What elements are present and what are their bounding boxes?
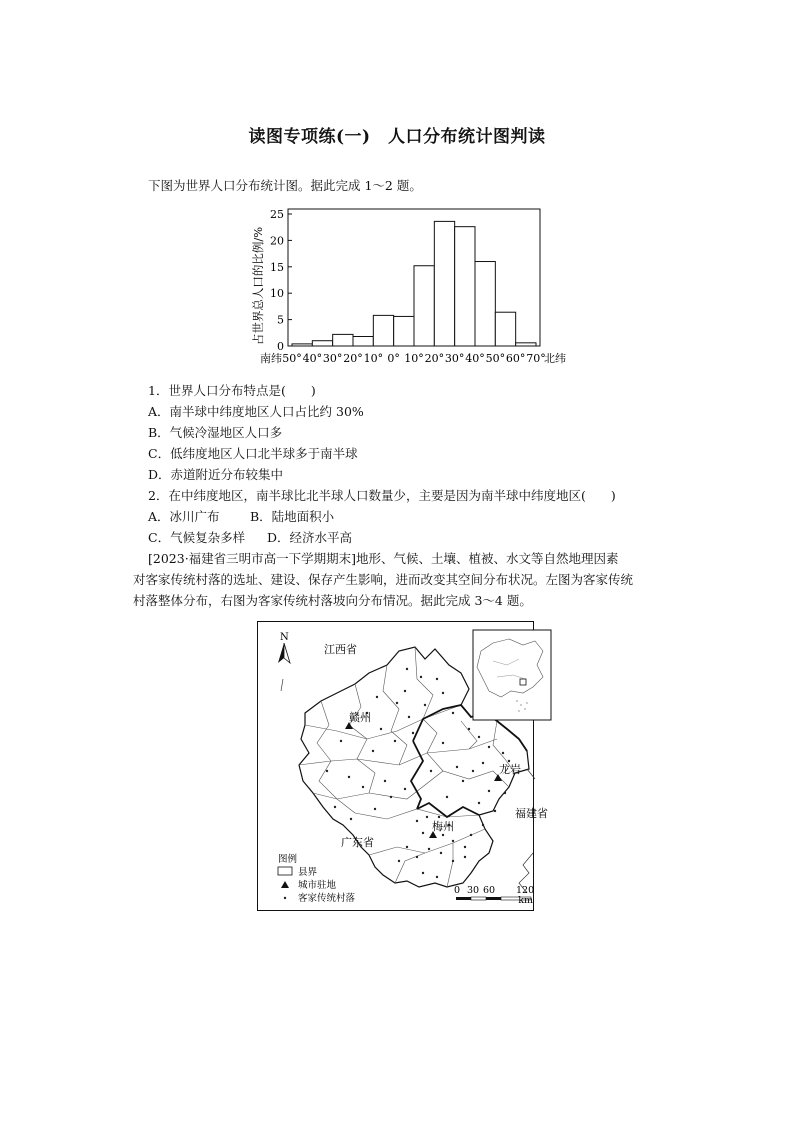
village-dot [406, 668, 408, 670]
chart-bar [292, 344, 312, 346]
chart-y-tick-label: 5 [277, 313, 284, 327]
chart-x-tick-label: 40° [302, 352, 323, 365]
village-dot [428, 848, 430, 850]
village-dot [464, 856, 466, 858]
village-dot [394, 740, 396, 742]
chart-x-tick-label: 10° [404, 352, 424, 365]
village-dot [420, 676, 422, 678]
chart-bar [373, 315, 393, 346]
chart-bar [414, 266, 434, 346]
village-dot [422, 872, 424, 874]
intro-text-2-line-1: [2023·福建省三明市高一下学期期末]地形、气候、土壤、植被、水文等自然地理因素 [148, 551, 619, 566]
village-dot [436, 876, 438, 878]
village-dot [456, 766, 458, 768]
question-1-option-c: C．低纬度地区人口北半球多于南半球 [148, 446, 358, 461]
village-dot [468, 728, 470, 730]
question-2-option-a: A．冰川广布 [148, 509, 220, 524]
chart-x-tick-label: 50° [282, 352, 302, 365]
city-label-longyan: 龙岩 [499, 763, 521, 776]
province-label-jiangxi: 江西省 [324, 643, 357, 656]
village-dot [348, 776, 350, 778]
intro-text-2-line-2: 对客家传统村落的选址、建设、保存产生影响，进而改变其空间分布状况。左图为客家传统 [133, 572, 634, 587]
chart-x-axis [282, 352, 546, 365]
intro-text-2-line-3: 村落整体分布，右图为客家传统村落坡向分布情况。据此完成 3～4 题。 [133, 593, 532, 608]
legend-title: 图例 [278, 854, 298, 865]
intro-text-1: 下图为世界人口分布统计图。据此完成 1～2 题。 [148, 178, 422, 193]
hakka-village-map [257, 621, 548, 912]
village-dot [374, 808, 376, 810]
village-dot [478, 802, 480, 804]
chart-x-tick-label: 20° [424, 352, 445, 365]
village-dot [376, 696, 378, 698]
scale-unit: km [518, 895, 533, 906]
village-dot [478, 736, 480, 738]
chart-bar [475, 262, 495, 346]
village-dot [452, 712, 454, 714]
chart-y-tick-label: 20 [270, 234, 284, 248]
village-dot [372, 750, 374, 752]
chart-x-tick-label: 10° [363, 352, 384, 365]
village-dot [406, 846, 408, 848]
village-dot [488, 790, 490, 792]
village-dot [412, 732, 414, 734]
legend-county-label: 县界 [298, 867, 318, 878]
chart-ylabel: 占世界总人口的比例/% [251, 226, 265, 346]
chart-x-tick-label: 0° [387, 352, 400, 365]
chart-x-right-label: 北纬 [544, 352, 566, 365]
village-dot [436, 678, 438, 680]
village-dot [494, 810, 496, 812]
legend-city-label: 城市驻地 [298, 880, 337, 891]
province-label-fujian: 福建省 [515, 807, 548, 820]
question-1-option-d: D．赤道附近分布较集中 [148, 467, 284, 482]
chart-x-tick-label: 50° [485, 352, 506, 365]
chart-x-tick-label: 30° [322, 352, 343, 365]
city-label-meizhou: 梅州 [432, 820, 454, 833]
chart-x-tick-label: 60° [505, 352, 526, 365]
question-1-option-b: B．气候冷湿地区人口多 [148, 425, 283, 440]
chart-y-axis [270, 208, 292, 353]
question-2-stem: 2．在中纬度地区，南半球比北半球人口数量少，主要是因为南半球中纬度地区( ) [148, 488, 616, 503]
chart-y-tick-label: 25 [270, 208, 284, 221]
village-dot [326, 770, 328, 772]
legend-county-swatch [278, 867, 292, 875]
village-dot [482, 824, 484, 826]
chart-x-tick-label: 30° [444, 352, 465, 365]
question-2-option-b: B．陆地面积小 [250, 509, 335, 524]
question-2-option-d: D．经济水平高 [267, 530, 353, 545]
scale-label-60: 60 [483, 885, 496, 896]
scale-label-30: 30 [467, 885, 480, 896]
chart-bar [333, 334, 353, 346]
village-dot [350, 818, 352, 820]
village-dot [396, 702, 398, 704]
village-dot [508, 760, 510, 762]
chart-y-tick-label: 10 [270, 287, 284, 301]
village-dot [424, 704, 426, 706]
village-dot [404, 690, 406, 692]
scale-label-120: 120 [516, 885, 535, 896]
village-dot [464, 846, 466, 848]
village-dot [398, 860, 400, 862]
village-dot [390, 796, 392, 798]
village-dot [504, 792, 506, 794]
chart-y-tick-label: 15 [270, 260, 284, 274]
village-dot [440, 852, 442, 854]
village-dot [446, 796, 448, 798]
village-dot [416, 856, 418, 858]
legend-village-icon [284, 897, 286, 899]
village-dot [380, 728, 382, 730]
village-dot [334, 806, 336, 808]
village-dot [452, 860, 454, 862]
chart-bars [292, 221, 536, 346]
chart-bar [312, 341, 332, 346]
chart-bar [455, 227, 475, 346]
village-dot [362, 786, 364, 788]
legend-village-label: 客家传统村落 [298, 893, 356, 904]
chart-bar [353, 336, 373, 346]
village-dot [430, 770, 432, 772]
village-dot [408, 716, 410, 718]
chart-bar [434, 221, 454, 346]
question-1-option-a: A．南半球中纬度地区人口占比约 30% [148, 404, 364, 419]
chart-bar [495, 312, 515, 346]
chart-bar [394, 316, 414, 346]
village-dot [422, 832, 424, 834]
village-dot [470, 834, 472, 836]
chart-x-tick-label: 40° [465, 352, 485, 365]
city-label-ganzhou: 赣州 [349, 711, 371, 724]
province-label-guangdong: 广东省 [341, 836, 374, 849]
chart-bar [516, 343, 536, 346]
chart-x-tick-label: 20° [343, 352, 363, 365]
village-dot [442, 834, 444, 836]
inset-map [473, 630, 551, 720]
page-title: 读图专项练(一) 人口分布统计图判读 [248, 127, 546, 147]
village-dot [472, 770, 474, 772]
chart-y-tick-label: 0 [277, 340, 284, 353]
village-dot [438, 816, 440, 818]
village-dot [384, 780, 386, 782]
population-chart [248, 204, 578, 374]
village-dot [502, 752, 504, 754]
north-label: N [280, 632, 289, 643]
village-dot [442, 742, 444, 744]
chart-x-tick-label: 70° [526, 352, 546, 365]
scale-label-0: 0 [454, 885, 461, 896]
village-dot [442, 692, 444, 694]
village-dot [452, 840, 454, 842]
village-dot [482, 762, 484, 764]
village-dot [404, 788, 406, 790]
village-dot [416, 820, 418, 822]
village-dot [426, 816, 428, 818]
village-dot [340, 740, 342, 742]
village-dot [488, 746, 490, 748]
chart-x-left-label: 南纬 [260, 352, 282, 365]
question-2-option-c: C．气候复杂多样 [148, 530, 246, 545]
question-1-stem: 1．世界人口分布特点是( ) [148, 383, 316, 398]
village-dot [462, 780, 464, 782]
